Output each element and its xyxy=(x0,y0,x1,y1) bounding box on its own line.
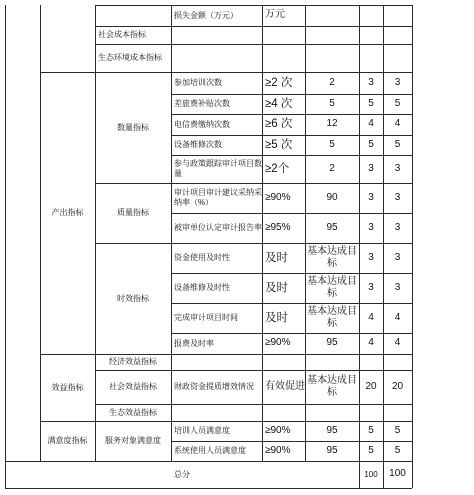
cell-weight-fee-timeliness: 4 xyxy=(368,337,374,349)
cell-secondary-timeliness: 时效指标 xyxy=(117,293,149,303)
cell-indicator-repair-timeliness: 设备维修及时性 xyxy=(174,283,230,292)
cell-target-loss-amount: 万元 xyxy=(265,9,285,21)
cell-score-equipment-repair: 5 xyxy=(394,138,401,150)
cell-actual-system-user-satisfaction: 95 xyxy=(326,444,338,456)
cell-indicator-fiscal-efficiency: 财政资金提质增效情况 xyxy=(174,382,254,391)
cell-secondary-ecological-benefit: 生态效益指标 xyxy=(109,407,157,417)
cell-score-policy-audit: 3 xyxy=(394,162,401,174)
cell-actual-policy-audit: 2 xyxy=(329,162,335,174)
cell-target-equipment-repair: ≥5 次 xyxy=(265,138,293,151)
cell-score-fund-timeliness: 3 xyxy=(394,251,401,263)
cell-secondary-quality: 质量指标 xyxy=(117,208,149,217)
cell-score-report-recognition: 3 xyxy=(394,221,401,233)
cell-weight-repair-timeliness: 3 xyxy=(368,281,374,293)
cell-indicator-trainee-satisfaction: 培训人员满意度 xyxy=(174,426,230,435)
cell-target-audit-completion: 及时 xyxy=(265,311,288,324)
cell-weight-policy-audit: 3 xyxy=(368,162,374,174)
cell-secondary-eco-cost: 生态环境成本指标 xyxy=(98,53,162,62)
cell-weight-fund-timeliness: 3 xyxy=(368,251,374,263)
cell-target-fiscal-efficiency: 有效促进 xyxy=(265,380,305,392)
cell-actual-trainee-satisfaction: 95 xyxy=(326,424,338,436)
cell-actual-telecom-fee: 12 xyxy=(326,118,338,130)
cell-indicator-travel-subsidy: 差旅费补贴次数 xyxy=(174,99,230,108)
cell-actual-report-recognition: 95 xyxy=(326,221,338,233)
cell-target-travel-subsidy: ≥4 次 xyxy=(265,97,293,110)
cell-actual-training-count: 2 xyxy=(329,76,335,88)
cell-actual-equipment-repair: 5 xyxy=(329,138,335,150)
cell-indicator-policy-audit: 参与政策跟踪审计项目数量 xyxy=(174,159,262,178)
cell-secondary-quantity: 数量指标 xyxy=(117,122,149,132)
cell-score-travel-subsidy: 5 xyxy=(394,97,401,109)
cell-actual-fiscal-efficiency: 基本达成目标 xyxy=(307,374,357,398)
cell-total-weight: 100 xyxy=(364,469,378,479)
cell-target-policy-audit: ≥2个 xyxy=(265,162,290,175)
cell-actual-fund-timeliness: 基本达成目标 xyxy=(307,245,357,269)
cell-secondary-service-satisfaction: 服务对象满意度 xyxy=(105,436,161,445)
cell-score-audit-completion: 4 xyxy=(394,311,401,323)
cell-primary-benefit: 效益指标 xyxy=(51,382,84,392)
cell-score-telecom-fee: 4 xyxy=(394,118,401,130)
cell-actual-travel-subsidy: 5 xyxy=(329,97,335,109)
cell-weight-audit-completion: 4 xyxy=(368,311,374,323)
cell-indicator-fee-timeliness: 报费及时率 xyxy=(174,338,214,348)
cell-weight-travel-subsidy: 5 xyxy=(368,97,374,109)
cell-actual-audit-adoption: 90 xyxy=(326,191,338,203)
cell-indicator-audit-adoption: 审计项目审计建议采纳采纳率（%） xyxy=(174,188,262,207)
cell-indicator-loss-amount: 损失金额（万元） xyxy=(174,10,238,20)
cell-secondary-social-benefit: 社会效益指标 xyxy=(109,382,157,391)
cell-score-fee-timeliness: 4 xyxy=(394,337,401,349)
cell-actual-fee-timeliness: 95 xyxy=(326,337,338,349)
cell-primary-satisfaction: 满意度指标 xyxy=(47,436,88,445)
cell-weight-fiscal-efficiency: 20 xyxy=(365,380,377,392)
cell-target-fee-timeliness: ≥90% xyxy=(265,337,291,349)
cell-target-training-count: ≥2 次 xyxy=(265,76,293,89)
cell-target-repair-timeliness: 及时 xyxy=(265,281,288,294)
cell-indicator-telecom-fee: 电信费缴纳次数 xyxy=(174,119,230,129)
cell-score-system-user-satisfaction: 5 xyxy=(394,444,401,456)
cell-target-system-user-satisfaction: ≥90% xyxy=(265,444,291,456)
cell-score-fiscal-efficiency: 20 xyxy=(391,380,404,392)
cell-indicator-equipment-repair: 设备维修次数 xyxy=(174,140,222,149)
cell-target-report-recognition: ≥95% xyxy=(265,221,291,233)
cell-target-trainee-satisfaction: ≥90% xyxy=(265,424,291,436)
cell-score-trainee-satisfaction: 5 xyxy=(394,424,401,436)
cell-secondary-social-cost: 社会成本指标 xyxy=(98,30,146,39)
cell-secondary-economic-benefit: 经济效益指标 xyxy=(109,357,157,366)
cell-score-training-count: 3 xyxy=(394,76,401,88)
cell-indicator-fund-timeliness: 资金使用及时性 xyxy=(174,253,230,262)
cell-score-repair-timeliness: 3 xyxy=(394,281,401,293)
cell-indicator-system-user-satisfaction: 系统使用人员满意度 xyxy=(174,446,246,455)
cell-weight-training-count: 3 xyxy=(368,76,374,88)
cell-indicator-audit-completion: 完成审计项目时间 xyxy=(174,313,238,322)
cell-indicator-training-count: 参加培训次数 xyxy=(174,78,222,87)
cell-target-telecom-fee: ≥6 次 xyxy=(265,118,293,131)
cell-weight-equipment-repair: 5 xyxy=(368,138,374,150)
cell-score-audit-adoption: 3 xyxy=(394,191,401,203)
cell-weight-audit-adoption: 3 xyxy=(368,191,374,203)
cell-indicator-report-recognition: 被审单位认定审计报告率 xyxy=(174,223,262,232)
cell-target-audit-adoption: ≥90% xyxy=(265,191,291,203)
cell-target-fund-timeliness: 及时 xyxy=(265,251,288,264)
cell-total-label: 总分 xyxy=(174,469,190,479)
cell-actual-repair-timeliness: 基本达成目标 xyxy=(307,275,357,299)
cell-weight-report-recognition: 3 xyxy=(368,221,374,233)
cell-weight-trainee-satisfaction: 5 xyxy=(368,424,374,436)
cell-actual-audit-completion: 基本达成目标 xyxy=(307,305,357,329)
cell-primary-output: 产出指标 xyxy=(51,208,84,217)
cell-total-score: 100 xyxy=(389,468,406,480)
cell-weight-telecom-fee: 4 xyxy=(368,118,374,130)
cell-weight-system-user-satisfaction: 5 xyxy=(368,444,374,456)
